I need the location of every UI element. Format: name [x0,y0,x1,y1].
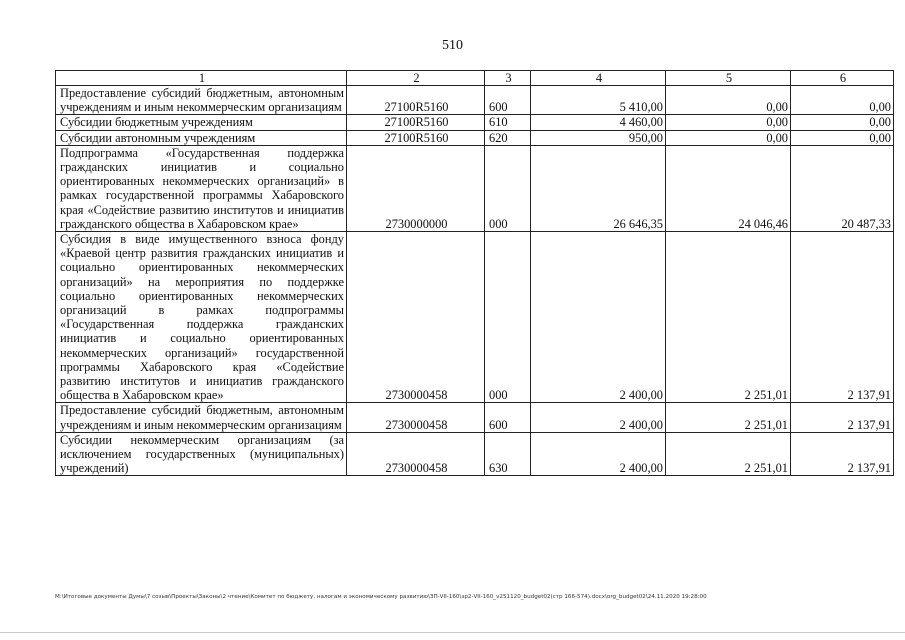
row-amount-1-cell: 4 460,00 [531,115,666,130]
row-expense-type-cell: 620 [485,130,531,145]
row-name-cell: Предоставление субсидий бюджетным, автономным учреждениям и иным некоммерческим организациям [56,86,347,115]
table-row [56,130,894,145]
row-amount-3-cell: 0,00 [791,115,894,130]
table-row [56,403,894,432]
row-amount-3-cell: 2 137,91 [791,403,894,432]
row-amount-3-cell: 20 487,33 [791,145,894,231]
row-code-cell: 27100R5160 [347,86,485,115]
row-amount-3-cell: 0,00 [791,86,894,115]
row-amount-1-cell: 2 400,00 [531,432,666,476]
header-cell-4: 4 [531,71,666,86]
row-amount-1-cell: 2 400,00 [531,232,666,403]
row-amount-2-cell: 0,00 [666,86,791,115]
table-row [56,86,894,115]
table-row [56,145,894,231]
row-amount-2-cell: 2 251,01 [666,232,791,403]
row-amount-2-cell: 2 251,01 [666,403,791,432]
header-row [56,71,894,86]
row-expense-type-cell: 630 [485,432,531,476]
row-amount-1-cell: 5 410,00 [531,86,666,115]
row-expense-type-cell: 600 [485,403,531,432]
row-code-cell: 2730000458 [347,232,485,403]
row-name-cell: Субсидии бюджетным учреждениям [56,115,347,130]
row-amount-2-cell: 0,00 [666,130,791,145]
table-row [56,232,894,403]
row-name-cell: Субсидии некоммерческим организациям (за исключением государственных (муниципальных) учреждений) [56,432,347,476]
row-code-cell: 2730000458 [347,432,485,476]
budget-table [55,70,894,476]
row-amount-3-cell: 0,00 [791,130,894,145]
row-amount-1-cell: 26 646,35 [531,145,666,231]
row-amount-2-cell: 0,00 [666,115,791,130]
row-amount-2-cell: 2 251,01 [666,432,791,476]
row-name-cell: Субсидии автономным учреждениям [56,130,347,145]
row-amount-3-cell: 2 137,91 [791,432,894,476]
row-amount-1-cell: 2 400,00 [531,403,666,432]
document-file-path: M:\Итоговые документы Думы\7 созыв\Проекты\Законы\2 чтение\Комитет по бюджету, налогам и экономическому развитию\ЗП-VII-160\зр2-VII-160_v251120_budget02(стр 166-574).docx\org_budget02\24.11.2020 19:28:00 [55,594,707,600]
header-cell-5: 5 [666,71,791,86]
row-expense-type-cell: 600 [485,86,531,115]
header-cell-6: 6 [791,71,894,86]
row-amount-2-cell: 24 046,46 [666,145,791,231]
page-bottom-divider [0,632,905,633]
row-expense-type-cell: 000 [485,232,531,403]
row-code-cell: 2730000458 [347,403,485,432]
header-cell-3: 3 [485,71,531,86]
row-code-cell: 2730000000 [347,145,485,231]
row-code-cell: 27100R5160 [347,115,485,130]
row-name-cell: Субсидия в виде имущественного взноса фонду «Краевой центр развития гражданских инициатив и социально ориентированных некоммерческих организаций» на мероприятия по поддержке социально ориентированных некоммерческих организаций в рамках подпрограммы «Государственная поддержка гражданских инициатив и социально ориентированных некоммерческих организаций» государственной программы Хабаровского края «Содействие развитию институтов и инициатив гражданского общества в Хабаровском крае» [56,232,347,403]
row-amount-1-cell: 950,00 [531,130,666,145]
page-number: 510 [442,38,463,53]
header-cell-2: 2 [347,71,485,86]
table-row [56,432,894,476]
row-name-cell: Предоставление субсидий бюджетным, автономным учреждениям и иным некоммерческим организациям [56,403,347,432]
row-code-cell: 27100R5160 [347,130,485,145]
row-amount-3-cell: 2 137,91 [791,232,894,403]
row-expense-type-cell: 610 [485,115,531,130]
row-expense-type-cell: 000 [485,145,531,231]
table-row [56,115,894,130]
header-cell-1: 1 [56,71,347,86]
row-name-cell: Подпрограмма «Государственная поддержка гражданских инициатив и социально ориентированных некоммерческих организаций» в рамках государственной программы Хабаровского края «Содействие развитию институтов и инициатив гражданского общества в Хабаровском крае» [56,145,347,231]
